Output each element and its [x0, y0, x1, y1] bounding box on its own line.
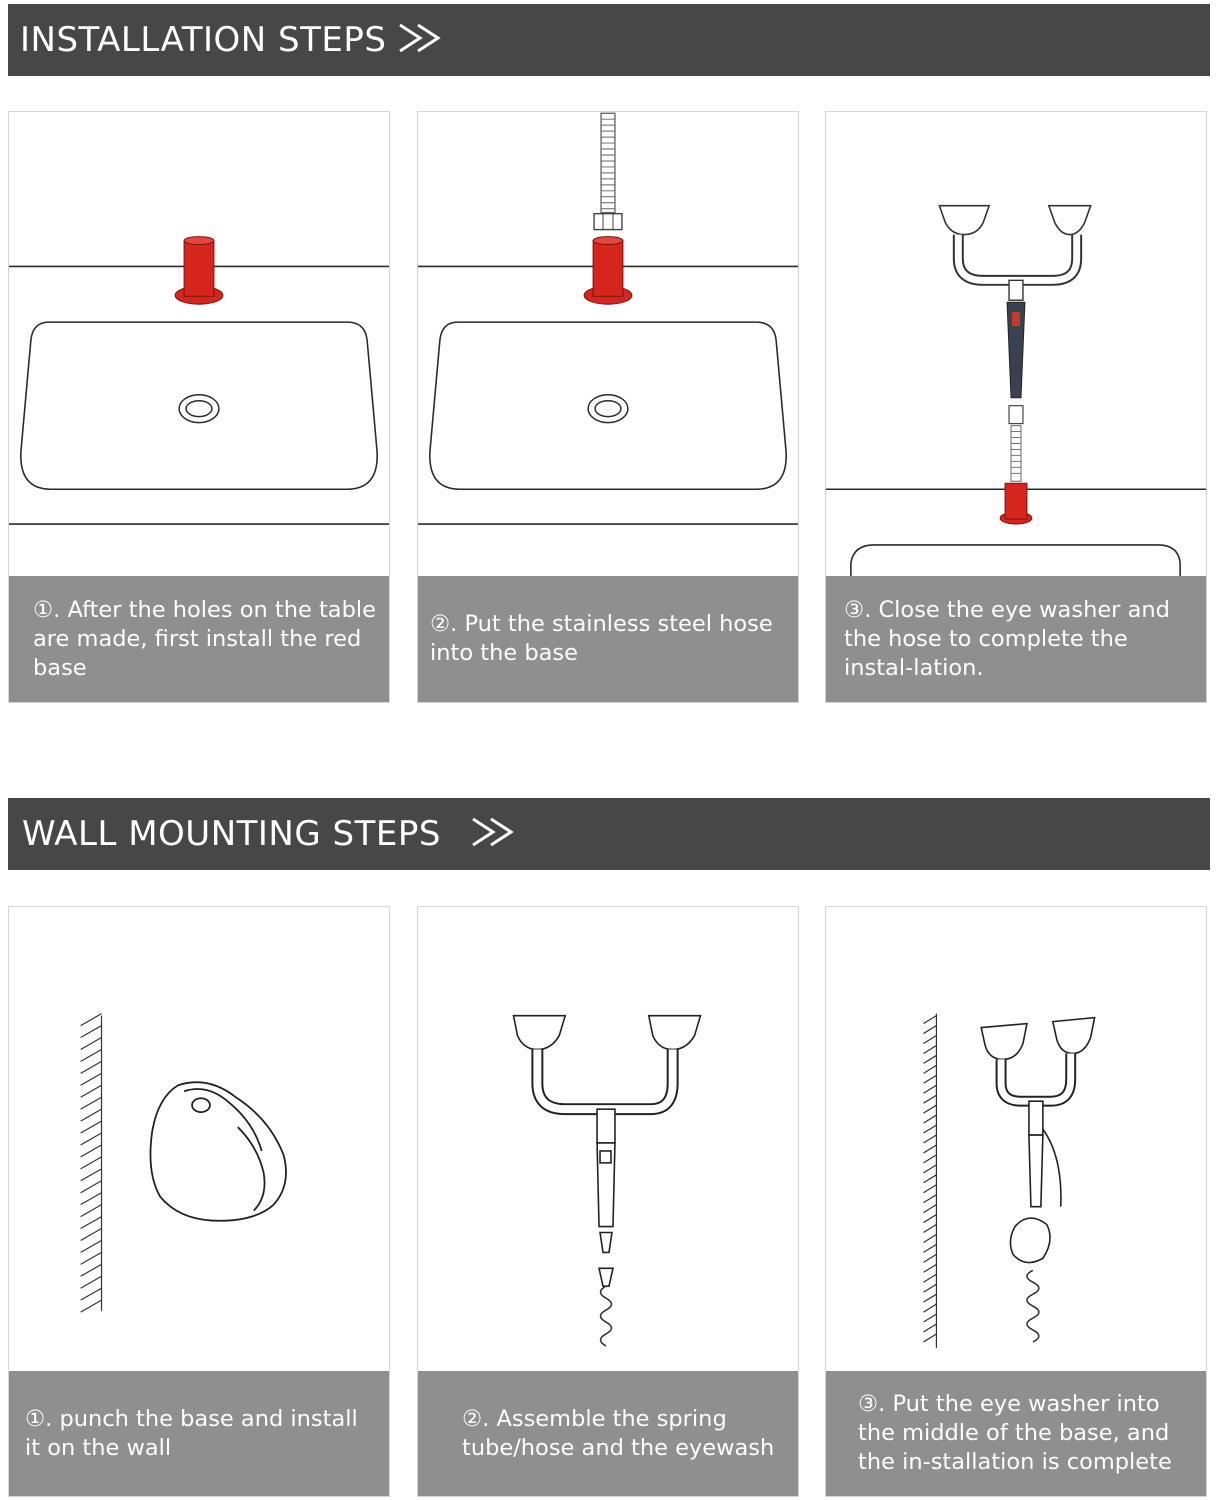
- red-base-icon: [175, 237, 223, 305]
- red-base-on-countertop-illustration: [9, 112, 389, 578]
- double-chevron-right-icon: [469, 815, 525, 853]
- section-title: INSTALLATION STEPS: [20, 20, 387, 60]
- red-base-icon: [1000, 483, 1032, 524]
- installation-step-2: [417, 111, 799, 703]
- installation-steps-header: [8, 4, 1210, 76]
- step-caption: ①. punch the base and install it on the wall: [9, 1371, 389, 1496]
- eyewash-icon: [981, 1018, 1094, 1342]
- double-chevron-right-icon: [396, 21, 452, 59]
- wall-bracket-icon: [150, 1082, 286, 1221]
- eyewash-icon: [513, 1016, 700, 1287]
- step-caption: ③. Close the eye washer and the hose to complete the instal-lation.: [826, 576, 1206, 702]
- wall-hatch-icon: [81, 1014, 102, 1312]
- step-caption: ③. Put the eye washer into the middle of the base, and the in-stallation is complete: [826, 1371, 1206, 1496]
- eyewash-with-spring-hose-illustration: [418, 907, 798, 1372]
- installation-step-1: [8, 111, 390, 703]
- wall-mounting-step-1: [8, 906, 390, 1497]
- eyewash-mounted-on-wall-illustration: [826, 907, 1206, 1372]
- spring-coil-icon: [601, 1286, 612, 1346]
- hose-into-red-base-illustration: [418, 112, 798, 578]
- step-caption: ②. Assemble the spring tube/hose and the eyewash: [418, 1371, 798, 1496]
- wall-bracket-illustration: [9, 907, 389, 1372]
- wall-mounting-steps-header: [8, 798, 1210, 870]
- installation-step-3: [825, 111, 1207, 703]
- wall-mounting-step-3: [825, 906, 1207, 1497]
- red-base-icon: [584, 237, 632, 305]
- step-caption: ①. After the holes on the table are made, first install the red base: [9, 576, 389, 702]
- section-title: WALL MOUNTING STEPS: [22, 814, 441, 854]
- step-caption: ②. Put the stainless steel hose into the base: [418, 576, 798, 702]
- wall-mounting-step-2: [417, 906, 799, 1497]
- eye-washer-icon: [939, 206, 1090, 482]
- wall-hatch-icon: [923, 1014, 936, 1348]
- eye-washer-assembly-illustration: [826, 112, 1206, 578]
- steel-hose-icon: [594, 113, 622, 229]
